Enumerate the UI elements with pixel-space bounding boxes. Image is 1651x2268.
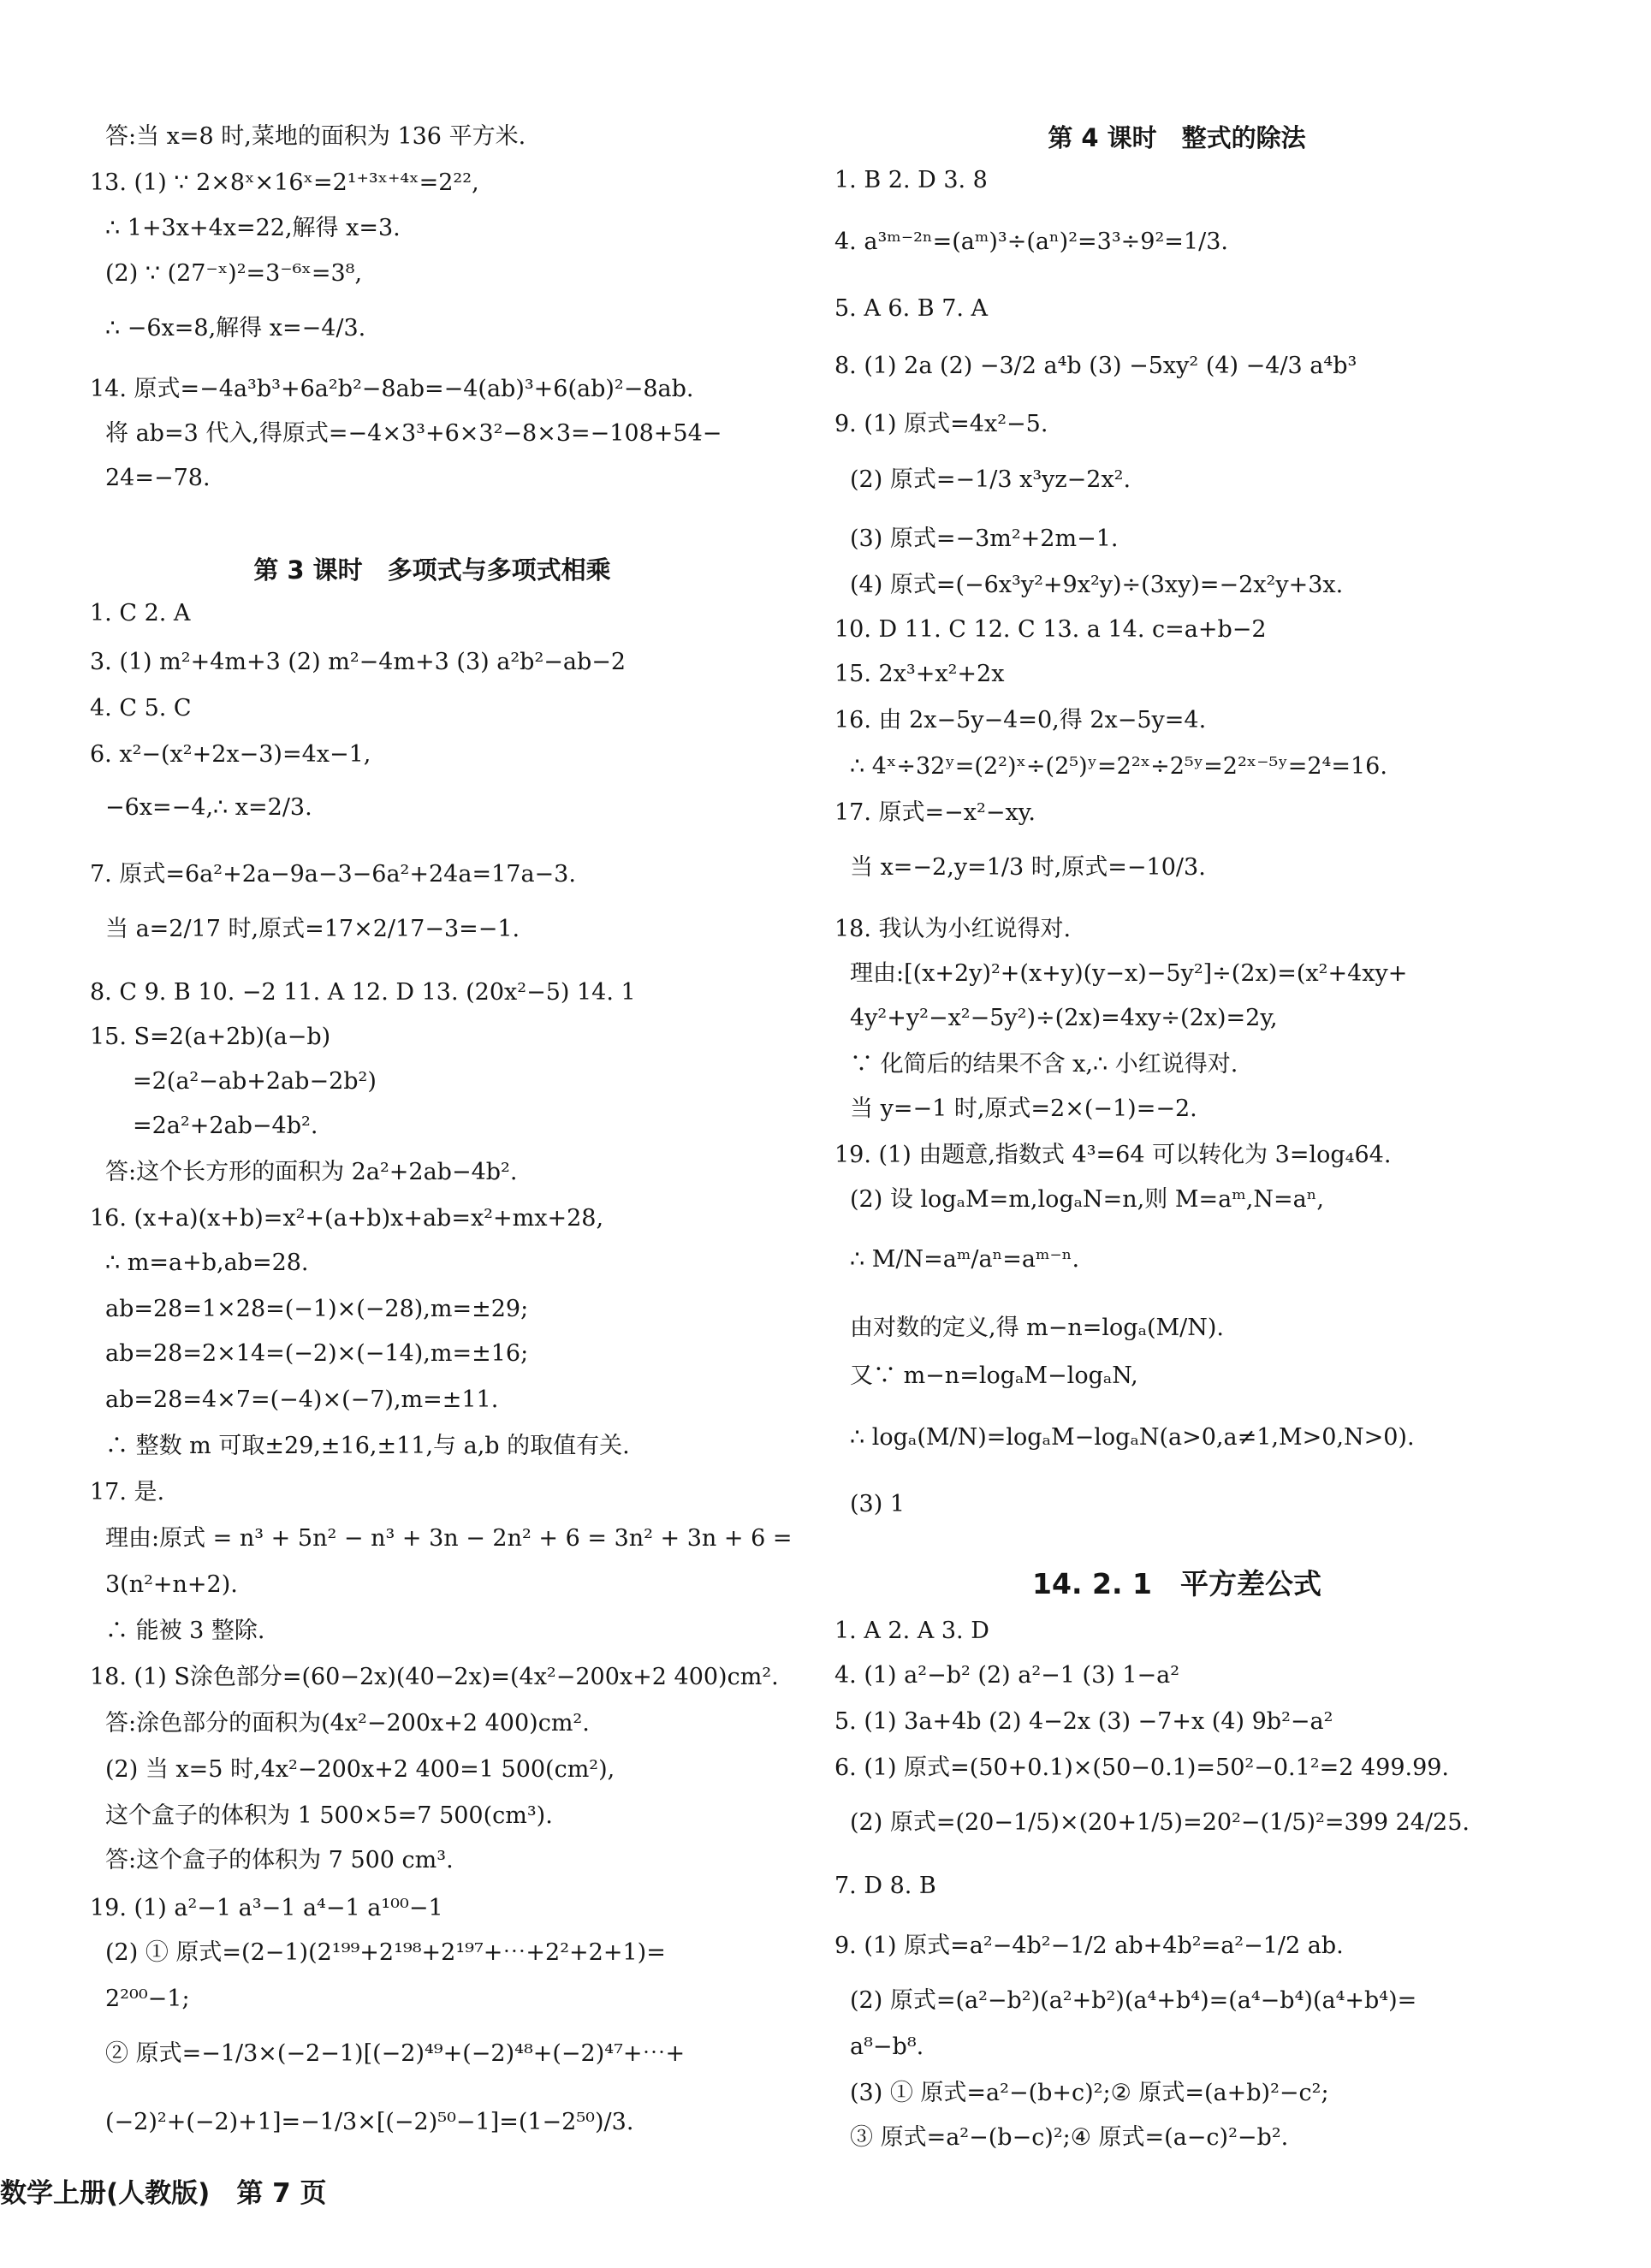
answer-line: (2) ① 原式=(2−1)(2¹⁹⁹+2¹⁹⁸+2¹⁹⁷+⋯+2²+2+1)= — [105, 1939, 666, 1966]
answer-line: =2a²+2ab−4b². — [133, 1113, 318, 1139]
answer-line: a⁸−b⁸. — [850, 2033, 924, 2060]
answer-line: 3(n²+n+2). — [105, 1571, 238, 1598]
answer-line: 16. 由 2x−5y−4=0,得 2x−5y=4. — [834, 707, 1207, 733]
answer-line: 17. 原式=−x²−xy. — [834, 799, 1036, 826]
answer-line: 18. (1) S涂色部分=(60−2x)(40−2x)=(4x²−200x+2 400)cm². — [90, 1664, 779, 1690]
answer-line: (2) ∵ (27⁻ˣ)²=3⁻⁶ˣ=3⁸, — [105, 260, 363, 287]
answer-line: (3) ① 原式=a²−(b+c)²;② 原式=(a+b)²−c²; — [850, 2080, 1329, 2106]
answer-line: 当 a=2/17 时,原式=17×2/17−3=−1. — [105, 916, 520, 942]
answer-line: 由对数的定义,得 m−n=logₐ(M/N). — [850, 1315, 1225, 1341]
section-heading: 14. 2. 1 平方差公式 — [1032, 1567, 1321, 1600]
answer-line: ∴ 能被 3 整除. — [105, 1618, 265, 1644]
answer-line: 8. (1) 2a (2) −3/2 a⁴b (3) −5xy² (4) −4/3 a⁴b³ — [834, 353, 1357, 379]
answer-line: 15. S=2(a+2b)(a−b) — [90, 1024, 331, 1050]
answer-line: 9. (1) 原式=4x²−5. — [834, 411, 1048, 437]
answer-line: −6x=−4,∴ x=2/3. — [105, 794, 312, 821]
answer-line: 15. 2x³+x²+2x — [834, 661, 1005, 687]
answer-line: 18. 我认为小红说得对. — [834, 916, 1072, 942]
answer-line: 24=−78. — [105, 465, 211, 491]
answer-line: 1. B 2. D 3. 8 — [834, 167, 988, 193]
answer-line: 答:涂色部分的面积为(4x²−200x+2 400)cm². — [105, 1710, 590, 1737]
answer-line: ∴ M/N=aᵐ/aⁿ=aᵐ⁻ⁿ. — [850, 1246, 1080, 1273]
answer-line: 5. A 6. B 7. A — [834, 295, 989, 322]
section-heading: 第 3 课时 多项式与多项式相乘 — [253, 555, 611, 585]
answer-line: (2) 原式=(a²−b²)(a²+b²)(a⁴+b⁴)=(a⁴−b⁴)(a⁴+b⁴)= — [850, 1987, 1417, 2014]
answer-line: (2) 原式=−1/3 x³yz−2x². — [850, 466, 1131, 493]
answer-line: 当 x=−2,y=1/3 时,原式=−10/3. — [850, 854, 1206, 881]
answer-line: 将 ab=3 代入,得原式=−4×3³+6×3²−8×3=−108+54− — [105, 420, 722, 447]
answer-line: (2) 当 x=5 时,4x²−200x+2 400=1 500(cm²), — [105, 1756, 615, 1783]
answer-line: 答:这个盒子的体积为 7 500 cm³. — [105, 1847, 454, 1873]
answer-line: 4. C 5. C — [90, 695, 192, 721]
left-column — [90, 0, 860, 2140]
answer-line: 19. (1) 由题意,指数式 4³=64 可以转化为 3=log₄64. — [834, 1142, 1392, 1168]
answer-line: ③ 原式=a²−(b−c)²;④ 原式=(a−c)²−b². — [850, 2124, 1289, 2151]
answer-line: 8. C 9. B 10. −2 11. A 12. D 13. (20x²−5) 14. 1 — [90, 979, 636, 1006]
answer-line: ∴ −6x=8,解得 x=−4/3. — [105, 315, 366, 341]
answer-line: 答:这个长方形的面积为 2a²+2ab−4b². — [105, 1159, 518, 1185]
answer-line: 2²⁰⁰−1; — [105, 1986, 190, 2012]
answer-line: 1. A 2. A 3. D — [834, 1618, 989, 1644]
answer-line: ab=28=2×14=(−2)×(−14),m=±16; — [105, 1340, 529, 1367]
answer-line: ab=28=1×28=(−1)×(−28),m=±29; — [105, 1296, 529, 1322]
answer-line: 6. (1) 原式=(50+0.1)×(50−0.1)=50²−0.1²=2 499.99. — [834, 1754, 1450, 1781]
answer-line: ∴ 1+3x+4x=22,解得 x=3. — [105, 215, 401, 241]
answer-line: ∴ m=a+b,ab=28. — [105, 1250, 309, 1276]
answer-line: (2) 设 logₐM=m,logₐN=n,则 M=aᵐ,N=aⁿ, — [850, 1186, 1324, 1213]
answer-line: 答:当 x=8 时,菜地的面积为 136 平方米. — [105, 123, 526, 150]
answer-line: (4) 原式=(−6x³y²+9x²y)÷(3xy)=−2x²y+3x. — [850, 572, 1344, 598]
answer-line: 4. a³ᵐ⁻²ⁿ=(aᵐ)³÷(aⁿ)²=3³÷9²=1/3. — [834, 229, 1228, 255]
answer-line: 14. 原式=−4a³b³+6a²b²−8ab=−4(ab)³+6(ab)²−8ab. — [90, 376, 694, 402]
answer-line: 16. (x+a)(x+b)=x²+(a+b)x+ab=x²+mx+28, — [90, 1205, 604, 1232]
answer-line: ∴ 4ˣ÷32ʸ=(2²)ˣ÷(2⁵)ʸ=2²ˣ÷2⁵ʸ=2²ˣ⁻⁵ʸ=2⁴=16. — [850, 753, 1387, 780]
answer-line: 6. x²−(x²+2x−3)=4x−1, — [90, 741, 371, 768]
answer-line: 9. (1) 原式=a²−4b²−1/2 ab+4b²=a²−1/2 ab. — [834, 1933, 1344, 1959]
answer-line: 4. (1) a²−b² (2) a²−1 (3) 1−a² — [834, 1662, 1180, 1689]
answer-line: (3) 1 — [850, 1491, 906, 1517]
answer-line: ab=28=4×7=(−4)×(−7),m=±11. — [105, 1386, 499, 1413]
answer-line: =2(a²−ab+2ab−2b²) — [133, 1068, 377, 1095]
answer-line: (3) 原式=−3m²+2m−1. — [850, 525, 1119, 552]
answer-line: 当 y=−1 时,原式=2×(−1)=−2. — [850, 1095, 1197, 1122]
answer-line: 17. 是. — [90, 1479, 165, 1505]
answer-line: 13. (1) ∵ 2×8ˣ×16ˣ=2¹⁺³ˣ⁺⁴ˣ=2²², — [90, 169, 479, 196]
answer-line: 这个盒子的体积为 1 500×5=7 500(cm³). — [105, 1802, 553, 1829]
answer-line: (−2)²+(−2)+1]=−1/3×[(−2)⁵⁰−1]=(1−2⁵⁰)/3. — [105, 2109, 634, 2135]
answer-line: 5. (1) 3a+4b (2) 4−2x (3) −7+x (4) 9b²−a² — [834, 1708, 1333, 1735]
answer-line: ② 原式=−1/3×(−2−1)[(−2)⁴⁹+(−2)⁴⁸+(−2)⁴⁷+⋯+ — [105, 2040, 686, 2067]
right-column — [834, 0, 1605, 2151]
section-heading: 第 4 课时 整式的除法 — [1048, 123, 1306, 152]
answer-line: ∴ logₐ(M/N)=logₐM−logₐN(a>0,a≠1,M>0,N>0). — [850, 1424, 1415, 1451]
answer-line: 又∵ m−n=logₐM−logₐN, — [850, 1363, 1138, 1389]
answer-line: 10. D 11. C 12. C 13. a 14. c=a+b−2 — [834, 616, 1267, 643]
answer-line: 7. D 8. B — [834, 1873, 936, 1899]
answer-line: ∵ 化简后的结果不含 x,∴ 小红说得对. — [850, 1051, 1238, 1078]
answer-line: 7. 原式=6a²+2a−9a−3−6a²+24a=17a−3. — [90, 861, 576, 888]
answer-line: 4y²+y²−x²−5y²)÷(2x)=4xy÷(2x)=2y, — [850, 1005, 1278, 1031]
answer-line: 19. (1) a²−1 a³−1 a⁴−1 a¹⁰⁰−1 — [90, 1895, 443, 1921]
answer-line: 1. C 2. A — [90, 600, 191, 626]
answer-line: ∴ 整数 m 可取±29,±16,±11,与 a,b 的取值有关. — [105, 1433, 630, 1459]
answer-line: (2) 原式=(20−1/5)×(20+1/5)=20²−(1/5)²=399 24/25. — [850, 1809, 1470, 1836]
page-footer: 数学上册(人教版) 第 7 页 — [0, 2178, 327, 2209]
answer-line: 理由:原式 = n³ + 5n² − n³ + 3n − 2n² + 6 = 3n² + 3n + 6 = — [105, 1525, 793, 1552]
answer-line: 3. (1) m²+4m+3 (2) m²−4m+3 (3) a²b²−ab−2 — [90, 649, 627, 675]
answer-line: 理由:[(x+2y)²+(x+y)(y−x)−5y²]÷(2x)=(x²+4xy+ — [850, 960, 1408, 987]
